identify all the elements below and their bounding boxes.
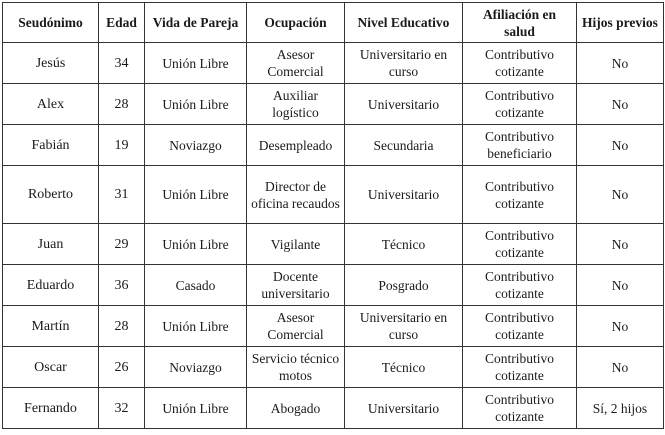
cell-nivel-educativo: Universitario [345,388,463,429]
table-row [3,84,664,125]
cell-ocupacion: Asesor Comercial [247,43,345,84]
cell-ocupacion: Vigilante [247,224,345,265]
cell-seudonimo: Alex [3,84,99,125]
cell-hijos: No [577,347,664,388]
cell-edad: 31 [99,166,145,224]
cell-ocupacion: Abogado [247,388,345,429]
cell-nivel-educativo: Técnico [345,347,463,388]
cell-afiliacion: Contributivo cotizante [463,306,577,347]
cell-vida-pareja: Unión Libre [145,388,247,429]
header-nivel-educativo: Nivel Educativo [345,3,463,43]
cell-seudonimo: Martín [3,306,99,347]
table-row [3,166,664,224]
table-row [3,347,664,388]
table-row [3,265,664,306]
cell-ocupacion: Auxiliar logístico [247,84,345,125]
table-row [3,388,664,429]
table-body [3,43,664,429]
cell-nivel-educativo: Secundaria [345,125,463,166]
cell-hijos: No [577,224,664,265]
cell-vida-pareja: Unión Libre [145,306,247,347]
cell-afiliacion: Contributivo cotizante [463,43,577,84]
cell-hijos: No [577,125,664,166]
cell-hijos: No [577,166,664,224]
cell-hijos: No [577,84,664,125]
cell-seudonimo: Fabián [3,125,99,166]
cell-ocupacion: Desempleado [247,125,345,166]
participants-table [2,2,664,429]
cell-seudonimo: Eduardo [3,265,99,306]
cell-hijos: No [577,306,664,347]
table-row [3,306,664,347]
cell-nivel-educativo: Posgrado [345,265,463,306]
cell-vida-pareja: Unión Libre [145,166,247,224]
cell-edad: 28 [99,84,145,125]
cell-nivel-educativo: Universitario [345,166,463,224]
cell-nivel-educativo: Universitario en curso [345,43,463,84]
header-afiliacion: Afiliación en salud [463,3,577,43]
cell-edad: 36 [99,265,145,306]
cell-afiliacion: Contributivo cotizante [463,166,577,224]
cell-nivel-educativo: Técnico [345,224,463,265]
header-seudonimo: Seudónimo [3,3,99,43]
header-ocupacion: Ocupación [247,3,345,43]
header-vida-pareja: Vida de Pareja [145,3,247,43]
table-row [3,224,664,265]
cell-vida-pareja: Unión Libre [145,224,247,265]
table-header-row [3,3,664,43]
cell-afiliacion: Contributivo beneficiario [463,125,577,166]
cell-vida-pareja: Unión Libre [145,43,247,84]
cell-afiliacion: Contributivo cotizante [463,84,577,125]
cell-afiliacion: Contributivo cotizante [463,265,577,306]
cell-seudonimo: Oscar [3,347,99,388]
cell-vida-pareja: Noviazgo [145,125,247,166]
cell-seudonimo: Roberto [3,166,99,224]
cell-vida-pareja: Unión Libre [145,84,247,125]
header-hijos: Hijos previos [577,3,664,43]
cell-ocupacion: Docente universitario [247,265,345,306]
cell-nivel-educativo: Universitario [345,84,463,125]
cell-seudonimo: Fernando [3,388,99,429]
cell-afiliacion: Contributivo cotizante [463,347,577,388]
cell-hijos: No [577,265,664,306]
cell-seudonimo: Juan [3,224,99,265]
cell-ocupacion: Director de oficina recaudos [247,166,345,224]
cell-nivel-educativo: Universitario en curso [345,306,463,347]
cell-ocupacion: Servicio técnico motos [247,347,345,388]
table-row [3,125,664,166]
table-row [3,43,664,84]
cell-afiliacion: Contributivo cotizante [463,224,577,265]
cell-edad: 32 [99,388,145,429]
cell-ocupacion: Asesor Comercial [247,306,345,347]
cell-edad: 29 [99,224,145,265]
cell-seudonimo: Jesús [3,43,99,84]
cell-hijos: Sí, 2 hijos [577,388,664,429]
cell-afiliacion: Contributivo cotizante [463,388,577,429]
header-edad: Edad [99,3,145,43]
cell-edad: 19 [99,125,145,166]
cell-vida-pareja: Casado [145,265,247,306]
cell-edad: 28 [99,306,145,347]
cell-edad: 34 [99,43,145,84]
cell-hijos: No [577,43,664,84]
cell-edad: 26 [99,347,145,388]
cell-vida-pareja: Noviazgo [145,347,247,388]
